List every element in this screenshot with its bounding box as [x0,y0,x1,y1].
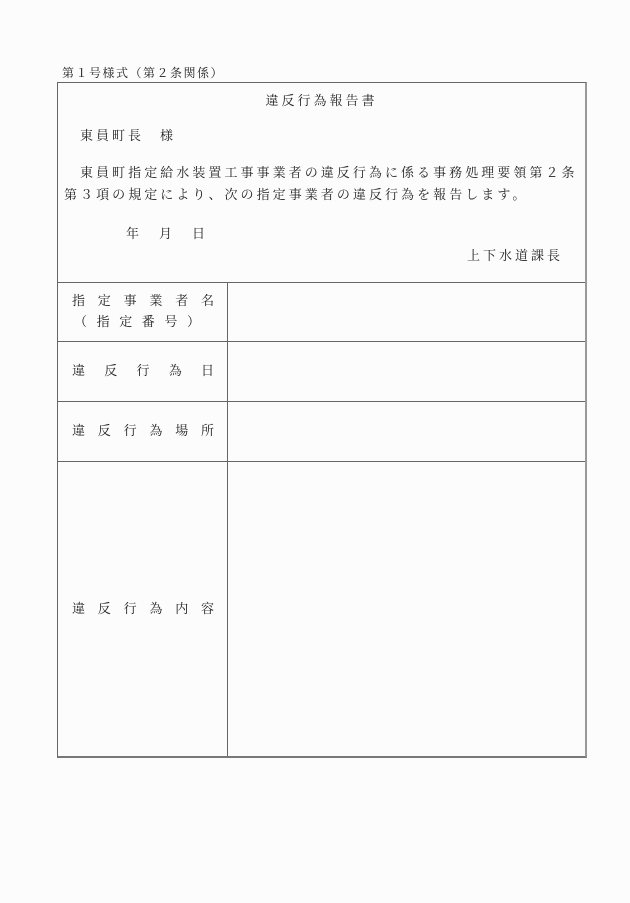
label-char: 指 [96,314,110,330]
date-field[interactable] [126,223,225,242]
report-header [58,83,585,283]
label-char: 番 [141,314,155,330]
label-char: 号 [164,314,178,330]
label-char: ） [186,314,200,330]
label-char: 定 [119,314,133,330]
label-char: 為 [149,424,163,439]
label-violation-date [72,361,214,382]
date-day: 日 [192,227,206,242]
label-violation-place [72,421,214,442]
value-violation-place[interactable] [229,402,585,461]
row-violation-details [58,462,585,756]
value-violation-date[interactable] [229,342,585,401]
date-year: 年 [126,227,140,242]
label-char: 日 [200,364,214,379]
label-char: （ [74,314,88,330]
value-violation-details[interactable] [229,462,585,756]
label-cell [58,462,228,756]
addressee [80,125,176,144]
label-char: 反 [97,424,111,439]
label-char: 名 [200,293,214,309]
label-char: 業 [149,293,163,309]
label-char: 為 [149,601,163,617]
row-violation-date [58,342,585,402]
document-title: 違反行為報告書 [265,94,378,109]
label-cell [58,342,228,401]
label-char: 指 [72,293,86,309]
label-contractor-name [72,291,214,312]
label-char: 違 [72,601,86,617]
row-violation-place [58,402,585,462]
label-char: 為 [168,364,182,379]
row-contractor-name [58,282,585,342]
report-statement: 東員町指定給水装置工事事業者の違反行為に係る事務処理要領第２条第３項の規定により、次の指定事業者の違反行為を報告します。 [64,166,578,203]
label-char: 行 [123,601,137,617]
form-number: 第１号様式（第２条関係） [62,66,225,80]
label-char: 行 [136,364,150,379]
addressee-name: 東員町長 [80,129,145,144]
date-month: 月 [159,227,173,242]
label-cell [58,282,228,341]
label-registration-number [72,312,200,333]
label-char: 内 [175,601,189,617]
label-char: 反 [104,364,118,379]
addressee-honorific: 様 [160,129,177,144]
label-char: 行 [123,424,137,439]
label-char: 場 [175,424,189,439]
label-violation-details [72,599,214,620]
label-char: 定 [97,293,111,309]
report-form [57,82,587,758]
label-char: 事 [123,293,137,309]
value-contractor-name[interactable] [229,282,585,341]
issuer: 上下水道課長 [466,249,563,264]
label-char: 違 [72,424,86,439]
label-char: 容 [200,601,214,617]
label-char: 者 [175,293,189,309]
label-cell [58,402,228,461]
label-char: 所 [200,424,214,439]
label-char: 反 [97,601,111,617]
label-char: 違 [72,364,86,379]
